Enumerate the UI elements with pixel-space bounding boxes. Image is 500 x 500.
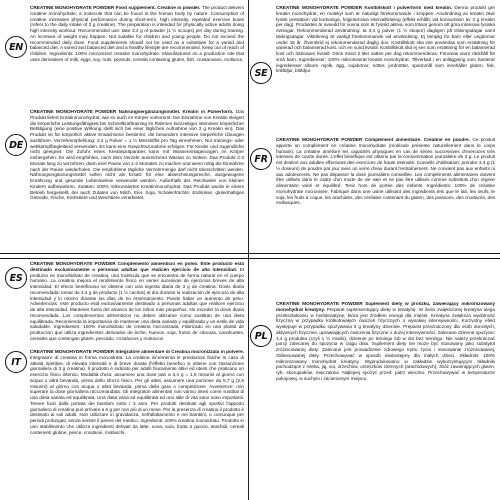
block-body: Das Produkt liefert Kreatinmonohydrat, wie es auch im Körper vorkommt. Die Einnahme von Kreatin steigert die körperliche Leistungsfähigkeit bei Schnellkrafttraining im Rahmen kurzzeitiger intensiver körperlicher Betätigung (eine positive Wirkung stellt sich bei einer täglichen Aufnahme von 3 g Kreatin ein). Das Produkt ist für körperlich aktive Erwachsene bestimmt, die besonders intensive körperliche Übungen ausführen. Verzehrempfehlung: 3,4 g Pulver = 1 ½ Messlöffel pro Tag einnehmen. Nur trainings- oder wettkampfbegleitend verwenden. Es kann eine Gewichtszunahme erfolgen. Für Kinder und Jugendliche nicht geeignet. Die Zufuhr eines Kreatinpräparates kann mit Wassereinlagerungen im Körper einhergehen. Es wird empfohlen, nach dem Verzehr ausreichend Wasser zu trinken. Das Produkt 2-3 Monate lang zu verzehren, dann eine Pause von 1-2 Monaten zu machen und wenn nötig die Einnahme nach der Pause wiederholen. Die empfohlene tägliche Verzehrmenge darf nicht überschritten werden. Nahrungsergänzungsmittel sollen nicht als Ersatz für eine abwechslungsreiche, ausgewogene Ernährung und gesunde Lebensweise verwendet werden. Außerhalb der Reichweite von kleinen Kindern aufbewahren. Zutaten: 100% mikronisiertes Kreatinmonohydrat. Das Produkt wurde in einem Betrieb hergestellt, der auch Zutaten von Milch, Eier, Soja, Schalenfrüchte, Erdnüsse, glutenhaltiges Getreide, Fische, Krebstiere und Weichtiere verarbeitet. <box>30 110 244 202</box>
language-badge-it: IT <box>5 351 27 373</box>
block-body: Integratore di creatina in forma monoidrata. La creatina incrementa le prestazioni fisiche in caso di attività ripetitive, di elevata intensità e di breve durata (l'effetto benefico si ottiene con l'assunzione giornaliera di 3 g creatina). Il prodotto è indicato per adulti fisicamente attivi ed utenti che praticano un esercizio fisico intenso. Modalità d'uso: assumere una dose pari a 3,4 g = 1,5 misurini al giorno con acqua o altra bevanda, prima dello sforzo fisico. Per gli atleti, assumere una porzione da 5,7 g (2,5 misurini) al giorno con acqua o altra bevanda, prima della gara o competizione. Avvertenze: non superare la dose giornaliera raccomandata. Gli integratori alimentari non vanno intesi come sostituti di una dieta variata ed equilibrata. Una dieta varia ed equilibrata ed uno stile di vita sano sono importanti. Tenere fuori dalla portata dei bambini sotto i 3 anni. Per prodotti destinati agli sportivi l'apporto giornaliero di creatina può arrivare a 6 g per non più di un mese. Per la presenza di creatina il prodotto è destinato ai soli adulti. Non utilizzare in gravidanza, nell'allattamento e nei bambini, o comunque per periodi prolungati, senza sentire il parere del medico. Ingredienti: 100% creatina monoidrato. Prodotto in uno stabilimento che utilizza ingredienti derivati da latte, uova, soia, frutta a guscio, arachidi, cereali contenenti glutine, pesce, crostacei, molluschi. <box>30 355 244 436</box>
text-block-en <box>30 6 244 108</box>
language-badge-en: EN <box>5 36 27 58</box>
language-badge-pl: PL <box>250 325 272 347</box>
text-block-it <box>30 350 244 496</box>
block-body: El producto es monohidrato de creatina, una molécula que se encuentra de forma natural en el cuerpo humano. La creatina mejora el rendimiento físico en series sucesivas de ejercicios breves de alta intensidad. El efecto beneficioso se obtiene con una ingesta diaria de 3 g de creatina. Dosis diaria recomendada: tomar de 3,4 g de producto (1 ½ cacitos) al día durante la realización de ejercicio de alta intensidad y lo mismo durante los días de no entrenamiento. Puede haber un aumento de peso. Advertencias: este producto está exclusivamente destinado a personas adultas que realicen ejercicio de alta intensidad. Mantener fuera del alcance de los niños más pequeños. No exceder la dosis diaria recomendada. Los complementos alimenticios no deben utilizarse como sustituto de una dieta equilibrada. Recomienda la importancia de mantener una dieta variada y equilibrada y un estilo de vida saludable. Ingredientes: 100% monohidrato de creatina micronizada. Fabricado en una planta de producción que utiliza ingredientes derivados de leche, huevos, soja, frutos de cáscara, cacahuetes, cereales que contengan gluten, pescado, crustáceos y moluscos. <box>30 267 244 342</box>
language-badge-fr: FR <box>250 148 272 170</box>
text-block-fr <box>276 138 495 252</box>
block-body: The product delivers creatine monohydrate, a molecule that can be found in the human body by nature. Consumption of creatine increases physical performance during short-term, high intensity, repeated exercise bouts (refers to the daily intake of 3 g creatine). The preparation is intended for physically active adults doing high intensity workout. Recommended use: take 3.4 g of powder (1 ½ scoops) per day during training. An increase of weight may happen. Not suitable for children and young people. Do not exceed the recommended daily dose. Food supplements should not be used as a substitute for a varied and balanced diet. A varied and balanced diet and a healthy lifestyle are recommended. Keep out of reach of children. Ingredients: 100% micronized creatine monohydrate. Manufactured on a production site that uses derivatives of milk, eggs, soy, nuts, peanuts, cereals containing gluten, fish, crustaceans, molluscs. <box>30 6 244 63</box>
divider-horizontal <box>0 253 500 254</box>
block-title: CREATINE MONOHYDRATE POWDER Food supplement. Creatine in powder. <box>30 6 202 11</box>
block-title: CREATINE MONOHYDRATE POWDER Nahrungsergänzungsmittel. Kreatin in Pulverform. <box>30 110 236 115</box>
divider-vertical <box>248 0 249 500</box>
block-body: Denna produkt ger kreatin monohydrat, en molekyl som är naturligt förekommande i kroppen. Användning av kreatin ökar fysisk prestation vid kortvariga, högintensiva intervallträning (effekt erhålls vid konsumtion av 3 g kreatin per dag). Produkten är avsedd för vuxna som är fysiskt aktiva, som tränar genom att göra intensiva fysiska övningar. Rekommenderad användning: ta 3,4 g pulver (1 ½ skopor) dagligen på träningsdagar samt tävlingsdagar. Viktökning är vanligt förekommande vid användning. Ej lämplig för barn eller ungdomar under 15 år. Överskrid ej rekommenderad daglig dos. Kosttillskott ska inte användas som ersättning för varierad och balanserad kost, och en sund livsstil. Kosttillskott ska ej ses som ersättning för en balanserad kost och hälsosam livsstil. Drick minst 2 liter vatten per dag rekommenderas. Förvaras utom räckhåll för små barn. Ingredienser: 100% mikroniserat kreatin monohydrat. Tillverkad i en anläggning som hanterar ingredienser såsom mjölk, ägg, sojabönor, nötter, jordnötter, spannmål som innehåller gluten, fisk, kräftdjur, blötdjur. <box>276 6 495 75</box>
text-block-de <box>30 110 244 252</box>
block-title: CREATINE MONOHYDRATE POWDER Integratore alimentare di Creatina micronizzata in polvere. <box>30 350 244 355</box>
text-block-pl <box>276 302 495 496</box>
block-title: CREATINE MONOHYDRATE POWDER Complemento alimenticio en polvo. Este producto está destinado exclusivamente a personas adultas que realicen ejercicio de alta intensidad. <box>30 262 244 273</box>
block-body: Preparat suplementujący dietę w kreatynę. W ilości zwiększonej kreatyna ulega przekształceniu w fosfokreatynę, która jest źródłem energii dla mięśni. Kreatyna zwiększa wydolność fizyczną w przypadku krótkotrwałych ćwiczeń fizycznych o wysokiej intensywności. Korzystny efekt występuje w przypadku spożywania 3 g kreatyny dziennie. Preparat przeznaczony dla osób dorosłych, aktywnych fizycznie, uprawiających ćwiczenia fizyczne o dużej intensywności. Zalecane dzienne spożycie: 3,4 g produktu (czyli 1 ½ miarki), dziennie po treningu lub w dni bez treningu. Nie należy przekraczać porcji zalecanej do spożycia w ciągu dnia. Suplement diety nie może być stosowany jako substytut zróżnicowanej diety. Zalecane jest prowadzenie zdrowego trybu życia i stosowanie zróżnicowanej, zbilansowanej diety. Przechowywać w sposób niedostępny dla małych dzieci. Składniki: 100% mikronizowany monohydrat kreatyny. Wyprodukowano w zakładzie wykorzystującym składniki pochodzące z mleka, jaj, soi, orzechów, orzeszków ziemnych (arachidowych), zbóż zawierających gluten, ryb, skorupiaków, mięczaków. Najlepiej spożyć przed: patrz wieczko. Przechowywać w temperaturze pokojowej, w suchym i zacienionym miejscu. <box>276 307 495 382</box>
language-badge-de: DE <box>5 134 27 156</box>
language-badge-se: SE <box>250 62 272 84</box>
text-block-es <box>30 262 244 348</box>
block-title: CREATINE MONOHYDRATE POWDER Suplement diety w proszku, zawierający mikronizowany monohydrat kreatyny. <box>276 302 495 313</box>
block-body: Ce produit apporte un complément en créatine monohydrate (molécule présente naturellement dans le corps humain). La créatine améliore les capacités physiques en cas de séries successives d'exercices très intenses de courte durée. L'effet bénéfique est obtenu par la consommation journalière de 3 g. Le produit est destiné aux adultes effectuant des exercices de haute intensité. Conseils d'utilisation: prendre 3,4 g (1 ½ doseurs) de poudre par jour avec un verre d'eau durant l'entraînement. Ne convient pas aux enfants ni aux adolescents. Ne pas dépasser la dose journalière conseillée. Les compléments alimentaires doivent être utilisés dans le cadre d'un mode de vie sain et ne pas être utilisés comme substituts d'un régime alimentaire varié et équilibré. Tenir hors de portée des enfants. Ingrédients: 100% de créatine monohydrate micronisée. Fabriqué dans une usine utilisant des ingrédients tels que le lait, les œufs, le soja, les fruits à coque, les arachides, des céréales contenant du gluten, des poissons, des crustacés, des mollusques. <box>276 138 495 207</box>
block-title: CREATINE MONOHYDRATE POWDER Complément alimentaire. Créatine en poudre. <box>276 138 473 143</box>
divider-horizontal <box>0 258 500 259</box>
text-block-se <box>276 6 495 136</box>
block-title: CREATINE MONOHYDRATE POWDER Kosttillskott i pulverform med kreatin. <box>276 6 455 11</box>
language-badge-es: ES <box>5 267 27 289</box>
